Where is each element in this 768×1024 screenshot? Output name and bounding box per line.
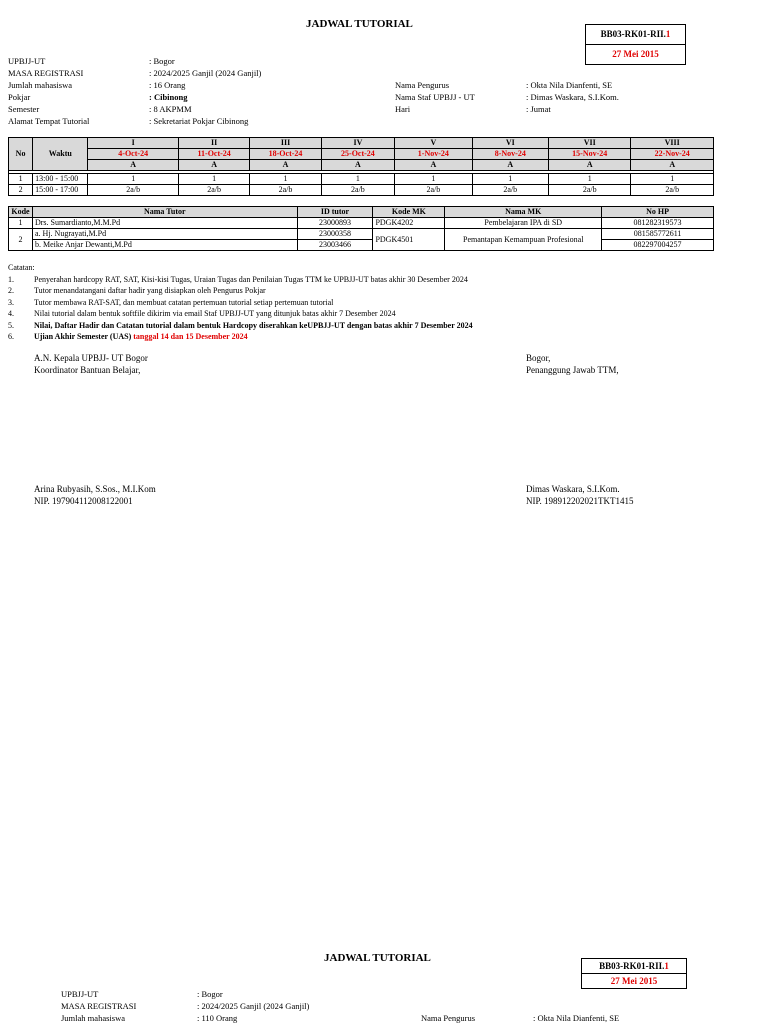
page2-info-left xyxy=(61,988,309,1024)
document-code-box xyxy=(585,24,686,65)
session-date: 4-Oct-24 xyxy=(88,149,179,160)
col-header: Kode MK xyxy=(373,207,445,218)
info-row: Semester : 8 AKPMM xyxy=(8,104,192,114)
info-row: UPBJJ-UT : Bogor xyxy=(8,56,175,66)
tutor-table xyxy=(8,206,714,251)
note-item: 5. Nilai, Daftar Hadir dan Catatan tutorial dalam bentuk Hardcopy diserahkan keUPBJJ-UT dengan batas akhir 7 Desember 2024 xyxy=(8,320,473,330)
info-row: MASA REGISTRASI : 2024/2025 Ganjil (2024 Ganjil) xyxy=(8,68,262,78)
info-row: Pokjar : Cibinong xyxy=(8,92,188,102)
table-row: 2 15:00 - 17:00 2a/b 2a/b 2a/b 2a/b 2a/b 2a/b 2a/b 2a/b xyxy=(9,185,714,196)
document-code: BB03-RK01-RII.1 xyxy=(586,25,685,45)
notes-section xyxy=(8,262,748,343)
table-row: 1 Drs. Sumardianto,M.M.Pd 23000893 PDGK4202 Pembelajaran IPA di SD 0812823195​73 xyxy=(9,218,714,229)
col-header: Nama MK xyxy=(445,207,602,218)
page-title: JADWAL TUTORIAL xyxy=(306,18,413,30)
session-header: V xyxy=(395,138,472,149)
page2-info-right: Nama Pengurus : Okta Nila Dianfenti, SE xyxy=(421,1013,620,1023)
col-header: Kode xyxy=(9,207,33,218)
session-header: I xyxy=(88,138,179,149)
info-row: Jumlah mahasiswa : 16 Orang xyxy=(8,80,186,90)
session-date: 1-Nov-24 xyxy=(395,149,472,160)
session-header: VII xyxy=(548,138,630,149)
session-header: VI xyxy=(472,138,548,149)
schedule-table xyxy=(8,137,714,196)
info-row: Jumlah mahasiswa : 110 Orang xyxy=(61,1013,238,1023)
session-date: 18-Oct-24 xyxy=(250,149,321,160)
session-date: 22-Nov-24 xyxy=(631,149,714,160)
session-header: II xyxy=(178,138,249,149)
page2-document-code: BB03-RK01-RII.1 xyxy=(582,959,686,974)
info-row: UPBJJ-UT : Bogor xyxy=(61,989,223,999)
note-item: 3. Tutor membawa RAT-SAT, dan membuat catatan pertemuan tutorial setiap pertemuan tutorial xyxy=(8,297,334,307)
session-room: A xyxy=(548,160,630,171)
session-room: A xyxy=(178,160,249,171)
col-header: No HP xyxy=(602,207,714,218)
info-row: MASA REGISTRASI : 2024/2025 Ganjil (2024 Ganjil) xyxy=(61,1001,310,1011)
signature-right: Bogor, Penanggung Jawab TTM, xyxy=(526,353,619,375)
page2-document-date: 27 Mei 2015 xyxy=(610,976,658,986)
signatory-right: Dimas Waskara, S.I.Kom. NIP. 198912202021TKT1415 xyxy=(526,484,634,506)
info-row: Nama Staf UPBJJ - UT : Dimas Waskara, S.I.Kom. xyxy=(395,92,619,102)
note-item: 6. Ujian Akhir Semester (UAS) tanggal 14 dan 15 Desember 2024 xyxy=(8,332,248,341)
signatory-left: Arina Rubyasih, S.Sos., M.I.Kom NIP. 197904112008122001 xyxy=(34,484,156,506)
table-row: b. Meike Anjar Dewanti,M.Pd 23003466 082297004257 xyxy=(9,240,714,251)
table-row: 2 a. Hj. Nugrayati,M.Pd 23000358 PDGK4501 Pemantapan Kemampuan Profesional 081585772611 xyxy=(9,229,714,240)
note-item: 2. Tutor menandatangani daftar hadir yang disiapkan oleh Pengurus Pokjar xyxy=(8,286,266,295)
col-header: Nama Tutor xyxy=(32,207,297,218)
table-row: 1 13:00 - 15:00 1 1 1 1 1 1 1 1 xyxy=(9,174,714,185)
session-room: A xyxy=(631,160,714,171)
info-row: Alamat Tempat Tutorial : Sekretariat Pokjar Cibinong xyxy=(8,116,249,126)
note-item: 4. Nilai tutorial dalam bentuk softfile dikirim via email Staf UPBJJ-UT yang ditunjuk batas akhir 7 Desember 2024 xyxy=(8,309,396,318)
notes-heading: Catatan: xyxy=(8,263,35,272)
info-left xyxy=(8,55,261,127)
col-waktu: Waktu xyxy=(33,138,88,171)
session-date: 11-Oct-24 xyxy=(178,149,249,160)
document-date: 27 Mei 2015 xyxy=(612,49,659,59)
session-header: VIII xyxy=(631,138,714,149)
page2-title: JADWAL TUTORIAL xyxy=(324,952,431,964)
info-row: Hari : Jumat xyxy=(395,104,551,114)
session-room: A xyxy=(321,160,394,171)
session-header: III xyxy=(250,138,321,149)
session-room: A xyxy=(250,160,321,171)
session-date: 25-Oct-24 xyxy=(321,149,394,160)
signature-left: A.N. Kepala UPBJJ- UT Bogor Koordinator Bantuan Belajar, xyxy=(34,353,148,375)
session-date: 8-Nov-24 xyxy=(472,149,548,160)
info-right xyxy=(395,79,619,115)
col-no: No xyxy=(9,138,33,171)
session-header: IV xyxy=(321,138,394,149)
col-header: ID tutor xyxy=(297,207,373,218)
page2-document-code-box xyxy=(581,958,687,989)
session-room: A xyxy=(88,160,179,171)
info-row: Nama Pengurus : Okta Nila Dianfenti, SE xyxy=(395,80,613,90)
session-date: 15-Nov-24 xyxy=(548,149,630,160)
session-room: A xyxy=(472,160,548,171)
session-room: A xyxy=(395,160,472,171)
note-item: 1. Penyerahan hardcopy RAT, SAT, Kisi-kisi Tugas, Uraian Tugas dan Penilaian Tugas TTM ke UPBJJ-UT batas akhir 30 Desember 2024 xyxy=(8,274,468,284)
